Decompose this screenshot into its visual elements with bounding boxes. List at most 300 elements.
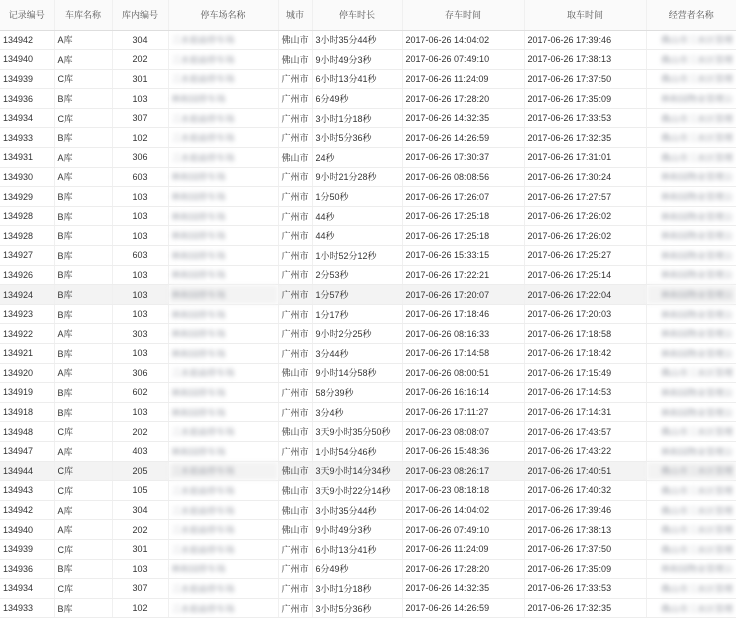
cell-duration: 9小时49分3秒	[312, 50, 402, 70]
table-row[interactable]	[0, 226, 736, 246]
cell-parking-lot-name: 林和园停车场	[168, 559, 278, 579]
cell-garage-name: A库	[54, 500, 112, 520]
cell-duration: 9小时14分58秒	[312, 363, 402, 383]
cell-operator-name: 林和园物业管理公	[646, 187, 736, 207]
cell-checkin-time: 2017-06-26 11:24:09	[402, 539, 524, 559]
cell-garage-name: B库	[54, 128, 112, 148]
table-row[interactable]	[0, 69, 736, 89]
cell-checkout-time: 2017-06-26 17:35:09	[524, 89, 646, 109]
cell-checkin-time: 2017-06-26 17:26:07	[402, 187, 524, 207]
table-row[interactable]	[0, 422, 736, 442]
cell-checkout-time: 2017-06-26 17:37:50	[524, 539, 646, 559]
cell-checkin-time: 2017-06-26 14:26:59	[402, 598, 524, 618]
cell-city: 广州市	[278, 402, 312, 422]
header-slot-number[interactable]: 库内编号	[112, 0, 168, 30]
cell-garage-name: C库	[54, 422, 112, 442]
cell-checkin-time: 2017-06-26 14:04:02	[402, 500, 524, 520]
cell-operator-name: 佛山市三水区管理	[646, 50, 736, 70]
cell-checkout-time: 2017-06-26 17:33:53	[524, 108, 646, 128]
cell-operator-name: 佛山市三水区管理	[646, 148, 736, 168]
cell-checkin-time: 2017-06-26 17:14:58	[402, 344, 524, 364]
cell-parking-lot-name: 三水祖庙停车场	[168, 520, 278, 540]
cell-city: 广州市	[278, 69, 312, 89]
cell-record-id: 134939	[0, 69, 54, 89]
cell-checkin-time: 2017-06-26 17:25:18	[402, 226, 524, 246]
table-row[interactable]	[0, 461, 736, 481]
cell-parking-lot-name: 林和园停车场	[168, 187, 278, 207]
cell-checkout-time: 2017-06-26 17:33:53	[524, 579, 646, 599]
cell-parking-lot-name: 林和园停车场	[168, 89, 278, 109]
cell-slot-number: 306	[112, 148, 168, 168]
cell-checkout-time: 2017-06-26 17:15:49	[524, 363, 646, 383]
header-garage-name[interactable]: 车库名称	[54, 0, 112, 30]
cell-city: 广州市	[278, 441, 312, 461]
cell-garage-name: B库	[54, 402, 112, 422]
cell-record-id: 134931	[0, 148, 54, 168]
table-row[interactable]	[0, 324, 736, 344]
cell-slot-number: 403	[112, 441, 168, 461]
cell-garage-name: C库	[54, 539, 112, 559]
cell-record-id: 134933	[0, 598, 54, 618]
table-row[interactable]	[0, 441, 736, 461]
cell-parking-lot-name: 三水祖庙停车场	[168, 539, 278, 559]
cell-checkin-time: 2017-06-26 14:32:35	[402, 579, 524, 599]
cell-parking-lot-name: 林和园停车场	[168, 402, 278, 422]
cell-parking-lot-name: 林和园停车场	[168, 265, 278, 285]
cell-parking-lot-name: 林和园停车场	[168, 246, 278, 266]
table-row[interactable]	[0, 30, 736, 50]
header-row	[0, 0, 736, 30]
cell-duration: 6小时13分41秒	[312, 539, 402, 559]
cell-garage-name: B库	[54, 559, 112, 579]
cell-record-id: 134923	[0, 304, 54, 324]
table-row[interactable]	[0, 304, 736, 324]
table-row[interactable]	[0, 265, 736, 285]
cell-operator-name: 佛山市三水区管理	[646, 30, 736, 50]
cell-checkin-time: 2017-06-23 08:26:17	[402, 461, 524, 481]
cell-checkin-time: 2017-06-26 17:20:07	[402, 285, 524, 305]
cell-checkout-time: 2017-06-26 17:20:03	[524, 304, 646, 324]
cell-city: 广州市	[278, 285, 312, 305]
cell-record-id: 134929	[0, 187, 54, 207]
cell-city: 广州市	[278, 108, 312, 128]
cell-duration: 1小时52分12秒	[312, 246, 402, 266]
cell-checkout-time: 2017-06-26 17:43:57	[524, 422, 646, 442]
cell-checkout-time: 2017-06-26 17:25:14	[524, 265, 646, 285]
cell-slot-number: 304	[112, 500, 168, 520]
cell-checkout-time: 2017-06-26 17:14:53	[524, 383, 646, 403]
cell-garage-name: A库	[54, 50, 112, 70]
header-city[interactable]: 城市	[278, 0, 312, 30]
table-row[interactable]	[0, 598, 736, 618]
cell-duration: 3天9小时22分14秒	[312, 481, 402, 501]
cell-checkout-time: 2017-06-26 17:37:50	[524, 69, 646, 89]
table-row[interactable]	[0, 579, 736, 599]
cell-checkin-time: 2017-06-26 07:49:10	[402, 50, 524, 70]
cell-garage-name: A库	[54, 148, 112, 168]
cell-city: 广州市	[278, 89, 312, 109]
cell-record-id: 134947	[0, 441, 54, 461]
cell-duration: 3小时5分36秒	[312, 598, 402, 618]
cell-parking-lot-name: 三水祖庙停车场	[168, 422, 278, 442]
cell-garage-name: B库	[54, 226, 112, 246]
cell-city: 广州市	[278, 187, 312, 207]
table-row[interactable]	[0, 187, 736, 207]
cell-garage-name: B库	[54, 265, 112, 285]
table-row[interactable]	[0, 246, 736, 266]
cell-duration: 24秒	[312, 148, 402, 168]
cell-operator-name: 佛山市三水区管理	[646, 69, 736, 89]
cell-city: 佛山市	[278, 520, 312, 540]
cell-checkin-time: 2017-06-26 07:49:10	[402, 520, 524, 540]
cell-checkin-time: 2017-06-26 16:16:14	[402, 383, 524, 403]
cell-city: 佛山市	[278, 363, 312, 383]
cell-garage-name: C库	[54, 579, 112, 599]
cell-city: 广州市	[278, 265, 312, 285]
table-row[interactable]	[0, 148, 736, 168]
cell-slot-number: 205	[112, 461, 168, 481]
header-parking-lot-name[interactable]: 停车场名称	[168, 0, 278, 30]
cell-slot-number: 103	[112, 226, 168, 246]
cell-garage-name: B库	[54, 206, 112, 226]
header-record-id[interactable]: 记录编号	[0, 0, 54, 30]
cell-parking-lot-name: 三水祖庙停车场	[168, 579, 278, 599]
cell-record-id: 134940	[0, 50, 54, 70]
cell-slot-number: 103	[112, 344, 168, 364]
header-checkin-time[interactable]: 存车时间	[402, 0, 524, 30]
cell-operator-name: 佛山市三水区管理	[646, 539, 736, 559]
cell-record-id: 134936	[0, 89, 54, 109]
cell-garage-name: C库	[54, 108, 112, 128]
cell-garage-name: B库	[54, 187, 112, 207]
cell-slot-number: 103	[112, 265, 168, 285]
cell-parking-lot-name: 林和园停车场	[168, 206, 278, 226]
cell-duration: 3小时1分18秒	[312, 579, 402, 599]
cell-city: 佛山市	[278, 500, 312, 520]
cell-checkout-time: 2017-06-26 17:38:13	[524, 50, 646, 70]
cell-checkin-time: 2017-06-26 15:33:15	[402, 246, 524, 266]
cell-duration: 6小时13分41秒	[312, 69, 402, 89]
cell-checkin-time: 2017-06-26 08:08:56	[402, 167, 524, 187]
cell-city: 广州市	[278, 304, 312, 324]
header-checkout-time[interactable]: 取车时间	[524, 0, 646, 30]
cell-operator-name: 林和园物业管理公	[646, 441, 736, 461]
cell-city: 广州市	[278, 344, 312, 364]
cell-city: 佛山市	[278, 422, 312, 442]
cell-checkin-time: 2017-06-26 17:22:21	[402, 265, 524, 285]
cell-duration: 9小时21分28秒	[312, 167, 402, 187]
cell-parking-lot-name: 林和园停车场	[168, 344, 278, 364]
cell-parking-lot-name: 三水祖庙停车场	[168, 30, 278, 50]
cell-duration: 3天9小时14分34秒	[312, 461, 402, 481]
cell-parking-lot-name: 林和园停车场	[168, 167, 278, 187]
cell-record-id: 134942	[0, 30, 54, 50]
cell-garage-name: C库	[54, 69, 112, 89]
cell-parking-lot-name: 林和园停车场	[168, 441, 278, 461]
cell-parking-lot-name: 三水祖庙停车场	[168, 461, 278, 481]
cell-duration: 6分49秒	[312, 89, 402, 109]
cell-garage-name: B库	[54, 383, 112, 403]
cell-record-id: 134926	[0, 265, 54, 285]
cell-slot-number: 202	[112, 50, 168, 70]
cell-operator-name: 林和园物业管理公	[646, 304, 736, 324]
cell-city: 广州市	[278, 383, 312, 403]
cell-checkin-time: 2017-06-26 14:04:02	[402, 30, 524, 50]
table-row[interactable]	[0, 520, 736, 540]
cell-checkin-time: 2017-06-23 08:18:18	[402, 481, 524, 501]
cell-garage-name: C库	[54, 481, 112, 501]
cell-checkout-time: 2017-06-26 17:32:35	[524, 598, 646, 618]
cell-checkout-time: 2017-06-26 17:40:32	[524, 481, 646, 501]
cell-checkin-time: 2017-06-26 17:11:27	[402, 402, 524, 422]
cell-record-id: 134948	[0, 422, 54, 442]
cell-duration: 1分50秒	[312, 187, 402, 207]
cell-duration: 3天9小时35分50秒	[312, 422, 402, 442]
cell-slot-number: 103	[112, 187, 168, 207]
table-row[interactable]	[0, 206, 736, 226]
table-row[interactable]	[0, 559, 736, 579]
cell-city: 广州市	[278, 598, 312, 618]
cell-slot-number: 303	[112, 324, 168, 344]
cell-record-id: 134940	[0, 520, 54, 540]
cell-operator-name: 佛山市三水区管理	[646, 461, 736, 481]
cell-city: 佛山市	[278, 481, 312, 501]
cell-city: 佛山市	[278, 148, 312, 168]
cell-slot-number: 304	[112, 30, 168, 50]
cell-parking-lot-name: 三水祖庙停车场	[168, 128, 278, 148]
cell-checkout-time: 2017-06-26 17:26:02	[524, 226, 646, 246]
cell-parking-lot-name: 林和园停车场	[168, 285, 278, 305]
cell-city: 广州市	[278, 579, 312, 599]
cell-operator-name: 林和园物业管理公	[646, 402, 736, 422]
cell-city: 广州市	[278, 206, 312, 226]
cell-checkin-time: 2017-06-26 11:24:09	[402, 69, 524, 89]
table-row[interactable]	[0, 402, 736, 422]
cell-record-id: 134943	[0, 481, 54, 501]
header-operator-name[interactable]: 经营者名称	[646, 0, 736, 30]
cell-garage-name: A库	[54, 520, 112, 540]
cell-operator-name: 林和园物业管理公	[646, 383, 736, 403]
cell-checkout-time: 2017-06-26 17:35:09	[524, 559, 646, 579]
cell-parking-lot-name: 林和园停车场	[168, 226, 278, 246]
cell-city: 广州市	[278, 128, 312, 148]
cell-garage-name: B库	[54, 89, 112, 109]
cell-garage-name: A库	[54, 324, 112, 344]
cell-parking-lot-name: 三水祖庙停车场	[168, 500, 278, 520]
cell-operator-name: 林和园物业管理公	[646, 246, 736, 266]
cell-city: 佛山市	[278, 50, 312, 70]
cell-duration: 3小时5分36秒	[312, 128, 402, 148]
cell-checkout-time: 2017-06-26 17:43:22	[524, 441, 646, 461]
cell-checkin-time: 2017-06-26 08:00:51	[402, 363, 524, 383]
cell-slot-number: 103	[112, 559, 168, 579]
cell-slot-number: 301	[112, 69, 168, 89]
cell-checkout-time: 2017-06-26 17:40:51	[524, 461, 646, 481]
cell-operator-name: 林和园物业管理公	[646, 559, 736, 579]
cell-parking-lot-name: 三水祖庙停车场	[168, 481, 278, 501]
cell-slot-number: 102	[112, 128, 168, 148]
cell-checkout-time: 2017-06-26 17:31:01	[524, 148, 646, 168]
table-row[interactable]	[0, 481, 736, 501]
cell-checkin-time: 2017-06-23 08:08:07	[402, 422, 524, 442]
cell-operator-name: 林和园物业管理公	[646, 285, 736, 305]
cell-operator-name: 佛山市三水区管理	[646, 481, 736, 501]
cell-slot-number: 603	[112, 167, 168, 187]
cell-checkout-time: 2017-06-26 17:38:13	[524, 520, 646, 540]
cell-duration: 3分44秒	[312, 344, 402, 364]
cell-duration: 3分4秒	[312, 402, 402, 422]
cell-record-id: 134933	[0, 128, 54, 148]
table-row[interactable]	[0, 108, 736, 128]
cell-garage-name: B库	[54, 304, 112, 324]
cell-record-id: 134928	[0, 226, 54, 246]
table-row[interactable]	[0, 363, 736, 383]
table-row[interactable]	[0, 344, 736, 364]
cell-duration: 9小时49分3秒	[312, 520, 402, 540]
cell-checkout-time: 2017-06-26 17:26:02	[524, 206, 646, 226]
cell-slot-number: 103	[112, 285, 168, 305]
cell-checkin-time: 2017-06-26 14:32:35	[402, 108, 524, 128]
table-row[interactable]	[0, 539, 736, 559]
cell-checkin-time: 2017-06-26 17:30:37	[402, 148, 524, 168]
cell-garage-name: B库	[54, 598, 112, 618]
cell-slot-number: 307	[112, 108, 168, 128]
cell-operator-name: 林和园物业管理公	[646, 167, 736, 187]
cell-record-id: 134920	[0, 363, 54, 383]
cell-operator-name: 佛山市三水区管理	[646, 128, 736, 148]
cell-record-id: 134922	[0, 324, 54, 344]
cell-slot-number: 102	[112, 598, 168, 618]
cell-slot-number: 103	[112, 304, 168, 324]
cell-duration: 44秒	[312, 226, 402, 246]
cell-checkout-time: 2017-06-26 17:22:04	[524, 285, 646, 305]
cell-record-id: 134918	[0, 402, 54, 422]
table-row[interactable]	[0, 383, 736, 403]
cell-duration: 2分53秒	[312, 265, 402, 285]
cell-city: 广州市	[278, 539, 312, 559]
cell-record-id: 134939	[0, 539, 54, 559]
cell-slot-number: 603	[112, 246, 168, 266]
cell-record-id: 134927	[0, 246, 54, 266]
cell-checkout-time: 2017-06-26 17:18:42	[524, 344, 646, 364]
cell-garage-name: A库	[54, 30, 112, 50]
cell-slot-number: 105	[112, 481, 168, 501]
table-row[interactable]	[0, 167, 736, 187]
table-body	[0, 30, 736, 618]
table-row[interactable]	[0, 50, 736, 70]
cell-garage-name: C库	[54, 461, 112, 481]
cell-record-id: 134936	[0, 559, 54, 579]
cell-checkin-time: 2017-06-26 17:18:46	[402, 304, 524, 324]
cell-duration: 1分57秒	[312, 285, 402, 305]
cell-garage-name: B库	[54, 344, 112, 364]
cell-duration: 58分39秒	[312, 383, 402, 403]
cell-parking-lot-name: 三水祖庙停车场	[168, 69, 278, 89]
cell-city: 广州市	[278, 324, 312, 344]
cell-operator-name: 佛山市三水区管理	[646, 363, 736, 383]
cell-parking-lot-name: 林和园停车场	[168, 324, 278, 344]
cell-checkin-time: 2017-06-26 15:48:36	[402, 441, 524, 461]
cell-duration: 9小时2分25秒	[312, 324, 402, 344]
cell-operator-name: 佛山市三水区管理	[646, 520, 736, 540]
cell-operator-name: 林和园物业管理公	[646, 265, 736, 285]
cell-slot-number: 202	[112, 520, 168, 540]
cell-parking-lot-name: 林和园停车场	[168, 304, 278, 324]
cell-checkin-time: 2017-06-26 08:16:33	[402, 324, 524, 344]
cell-duration: 44秒	[312, 206, 402, 226]
cell-record-id: 134919	[0, 383, 54, 403]
cell-parking-lot-name: 三水祖庙停车场	[168, 363, 278, 383]
cell-parking-lot-name: 三水祖庙停车场	[168, 148, 278, 168]
cell-garage-name: B库	[54, 285, 112, 305]
cell-city: 广州市	[278, 246, 312, 266]
cell-checkin-time: 2017-06-26 17:28:20	[402, 89, 524, 109]
cell-duration: 3小时35分44秒	[312, 500, 402, 520]
cell-checkout-time: 2017-06-26 17:14:31	[524, 402, 646, 422]
cell-city: 佛山市	[278, 461, 312, 481]
cell-operator-name: 林和园物业管理公	[646, 344, 736, 364]
cell-checkout-time: 2017-06-26 17:39:46	[524, 30, 646, 50]
cell-record-id: 134934	[0, 108, 54, 128]
table-row[interactable]	[0, 500, 736, 520]
cell-parking-lot-name: 三水祖庙停车场	[168, 50, 278, 70]
table-row[interactable]	[0, 128, 736, 148]
cell-duration: 3小时35分44秒	[312, 30, 402, 50]
cell-slot-number: 202	[112, 422, 168, 442]
cell-city: 广州市	[278, 167, 312, 187]
cell-record-id: 134930	[0, 167, 54, 187]
cell-garage-name: A库	[54, 363, 112, 383]
cell-operator-name: 佛山市三水区管理	[646, 579, 736, 599]
cell-slot-number: 602	[112, 383, 168, 403]
cell-checkin-time: 2017-06-26 17:25:18	[402, 206, 524, 226]
cell-duration: 6分49秒	[312, 559, 402, 579]
cell-garage-name: A库	[54, 167, 112, 187]
cell-operator-name: 林和园物业管理公	[646, 324, 736, 344]
cell-checkout-time: 2017-06-26 17:32:35	[524, 128, 646, 148]
header-duration[interactable]: 停车时长	[312, 0, 402, 30]
cell-city: 佛山市	[278, 30, 312, 50]
cell-operator-name: 佛山市三水区管理	[646, 598, 736, 618]
cell-record-id: 134934	[0, 579, 54, 599]
cell-checkout-time: 2017-06-26 17:39:46	[524, 500, 646, 520]
cell-slot-number: 307	[112, 579, 168, 599]
cell-record-id: 134921	[0, 344, 54, 364]
cell-parking-lot-name: 三水祖庙停车场	[168, 108, 278, 128]
cell-slot-number: 103	[112, 206, 168, 226]
cell-duration: 3小时1分18秒	[312, 108, 402, 128]
cell-operator-name: 佛山市三水区管理	[646, 500, 736, 520]
cell-checkin-time: 2017-06-26 17:28:20	[402, 559, 524, 579]
cell-checkout-time: 2017-06-26 17:30:24	[524, 167, 646, 187]
cell-garage-name: A库	[54, 441, 112, 461]
cell-operator-name: 林和园物业管理公	[646, 206, 736, 226]
cell-checkout-time: 2017-06-26 17:25:27	[524, 246, 646, 266]
cell-operator-name: 佛山市三水区管理	[646, 422, 736, 442]
cell-operator-name: 林和园物业管理公	[646, 226, 736, 246]
cell-city: 广州市	[278, 559, 312, 579]
cell-duration: 1小时54分46秒	[312, 441, 402, 461]
cell-operator-name: 佛山市三水区管理	[646, 108, 736, 128]
cell-checkin-time: 2017-06-26 14:26:59	[402, 128, 524, 148]
cell-checkout-time: 2017-06-26 17:18:58	[524, 324, 646, 344]
table-row[interactable]	[0, 89, 736, 109]
cell-slot-number: 306	[112, 363, 168, 383]
table-row[interactable]	[0, 285, 736, 305]
cell-parking-lot-name: 三水祖庙停车场	[168, 598, 278, 618]
cell-slot-number: 103	[112, 89, 168, 109]
cell-parking-lot-name: 林和园停车场	[168, 383, 278, 403]
